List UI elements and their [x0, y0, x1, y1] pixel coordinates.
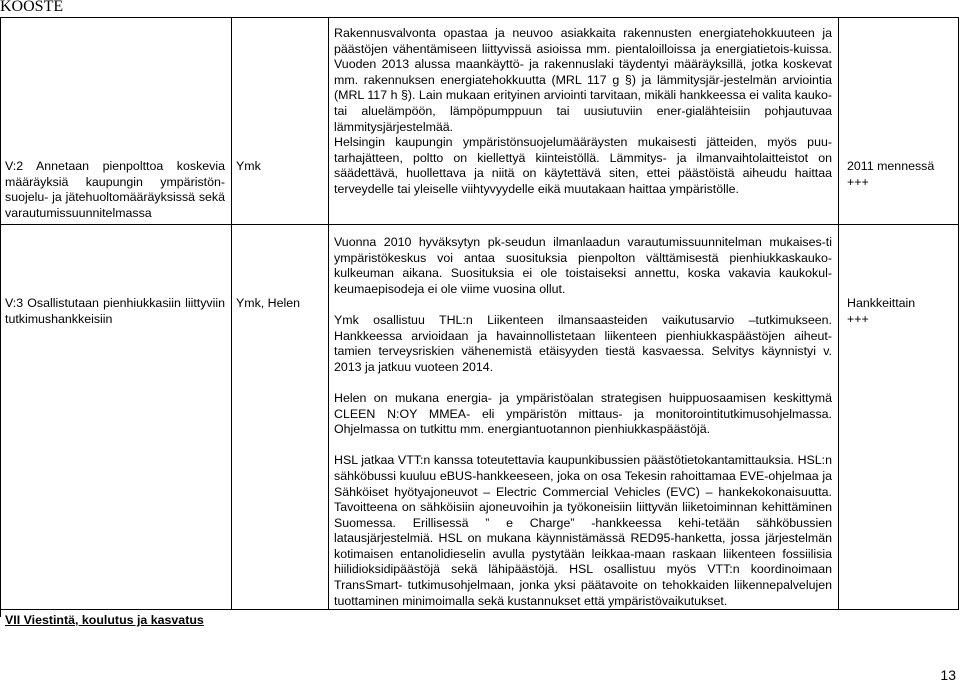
description-paragraph: HSL jatkaa VTT:n kanssa toteutettavia kaupunkibussien päästötietokantamittauksia. HSL:n sähköbussi kuuluu eBUS-hankkeeseen, joka on osa Tekesin rahoittamaa EVE-ohjelmaa ja Sähköiset hyötyajoneuvot – Electric Commercial Vehicles (EVC) – hankekokonaisuutta. Tavoitteena on sähköisiin ajoneuvoihin ja työkoneisiin liittyvän liiketoiminnan kehittäminen Suomessa. Erillisessä ” e Charge” -hankkeessa kehi-tetään sähköbussien latausjärjestelmiä. HSL on mukana käynnistämässä RED95-hanketta, jossa järjestelmän kotimaisen entanolidieselin avulla pystytään leikkaa-maan raskaan liikenteen fossiilisia hiilidioksidipäästöjä sekä lähipäästöjä. HSL osallistuu myös VTT:n koordinoimaan TransSmart- tutkimusohjelmaan, jonka yksi päätavoite on tehokkaiden liikennepalvelujen tuottaminen minimoimalla sekä kustannukset että ympäristövaikutukset.	[334, 453, 832, 608]
header-title: KOOSTE	[0, 0, 64, 15]
table-border-col2	[231, 17, 232, 610]
table-border-col3	[328, 17, 329, 610]
description-cell	[334, 235, 832, 609]
description-paragraph: Helen on mukana energia- ja ympäristöalan strategisen huippuosaamisen keskittymä CLEEN N:OY MMEA- eli ympäristön mittaus- ja monitorointitutkimusohjelmassa. Ohjelmassa on tutkittu mm. energiantuotannon pienhiukkaspäästöjä.	[334, 390, 832, 437]
description-paragraph: Rakennusvalvonta opastaa ja neuvoo asiakkaita rakennusten energiatehokkuuteen ja päästöjen vähentämiseen liittyvissä asioissa mm. pientaloilloissa ja energiatietois-kuissa. Vuoden 2013 alussa maankäyttö- ja rakennuslaki täydentyi määräyksillä, jotka koskevat mm. rakennuksen energiatehokkuutta (MRL 117 g §) ja lämmitysjär-jestelmän arviointia (MRL 117 h §). Lain mukaan erityinen arviointi tarvitaan, mikäli hankkeessa ei valita kauko- tai aluelämpöön, lämpöpumppuun tai uusiutuviin ener-gialähteisiin pohjautuvaa lämmitysjärjestelmää.	[334, 26, 832, 134]
description-paragraph: Ymk osallistuu THL:n Liikenteen ilmansaasteiden vaikutusarvio –tutkimukseen. Hankkeessa arvioidaan ja havainnollistetaan liikenteen pienhiukkaspäästöjen aiheut-tamien terveysriskien vähenemistä etäisyyden tiestä kasvaessa. Selvitys käynnistyi v. 2013 ja jatkuu vuoteen 2014.	[334, 312, 832, 374]
table-row-divider	[0, 224, 959, 225]
responsible-cell: Ymk, Helen	[236, 296, 301, 310]
status-text: Hankkeittain	[847, 296, 916, 310]
table-border-col4	[838, 17, 839, 610]
status-cell	[847, 159, 955, 190]
description-cell	[334, 26, 832, 198]
page-number: 13	[940, 667, 956, 683]
responsible-cell: Ymk	[236, 159, 261, 173]
table-border-right	[958, 17, 959, 610]
status-text: 2011 mennessä	[847, 159, 935, 173]
measure-cell: V:3 Osallistutaan pienhiukkasiin liittyviin tutkimushankkeisiin	[5, 296, 225, 326]
measure-cell: V:2 Annetaan pienpolttoa koskevia määräyksiä kaupungin ympäristön-suojelu- ja jätehuoltomääräyksissä sekä varautumissuunnitelmassa	[5, 159, 225, 220]
description-paragraph: Vuonna 2010 hyväksytyn pk-seudun ilmanlaadun varautumissuunnitelman mukaises-ti ympäristökeskus voi antaa suosituksia pienpolton välttämisestä pienhiukkaskauko-kulkeuman aikana. Suosituksia ei ole toistaiseksi annettu, koska vakavia kaukokul-keumaepisodeja ei ole viime vuosina ollut.	[334, 235, 832, 296]
table-border-left	[0, 17, 1, 617]
status-rating: +++	[847, 174, 869, 189]
table-border-top	[0, 17, 959, 18]
description-paragraph: Helsingin kaupungin ympäristönsuojelumääräysten mukaisesti jätteiden, myös puu-tarhajätteen, poltto on kiellettyä kiinteistöllä. Lämmitys- ja ilmanvaihtolaitteistot on säädettävä, huollettava ja niitä on käytettävä siten, ettei päästöistä aiheudu haittaa terveydelle tai yleiselle viihtyvyydelle eikä muutakaan haittaa ympäristölle.	[334, 135, 832, 196]
status-cell	[847, 296, 955, 327]
section-heading: VII Viestintä, koulutus ja kasvatus	[5, 613, 204, 627]
status-rating: +++	[847, 311, 869, 326]
